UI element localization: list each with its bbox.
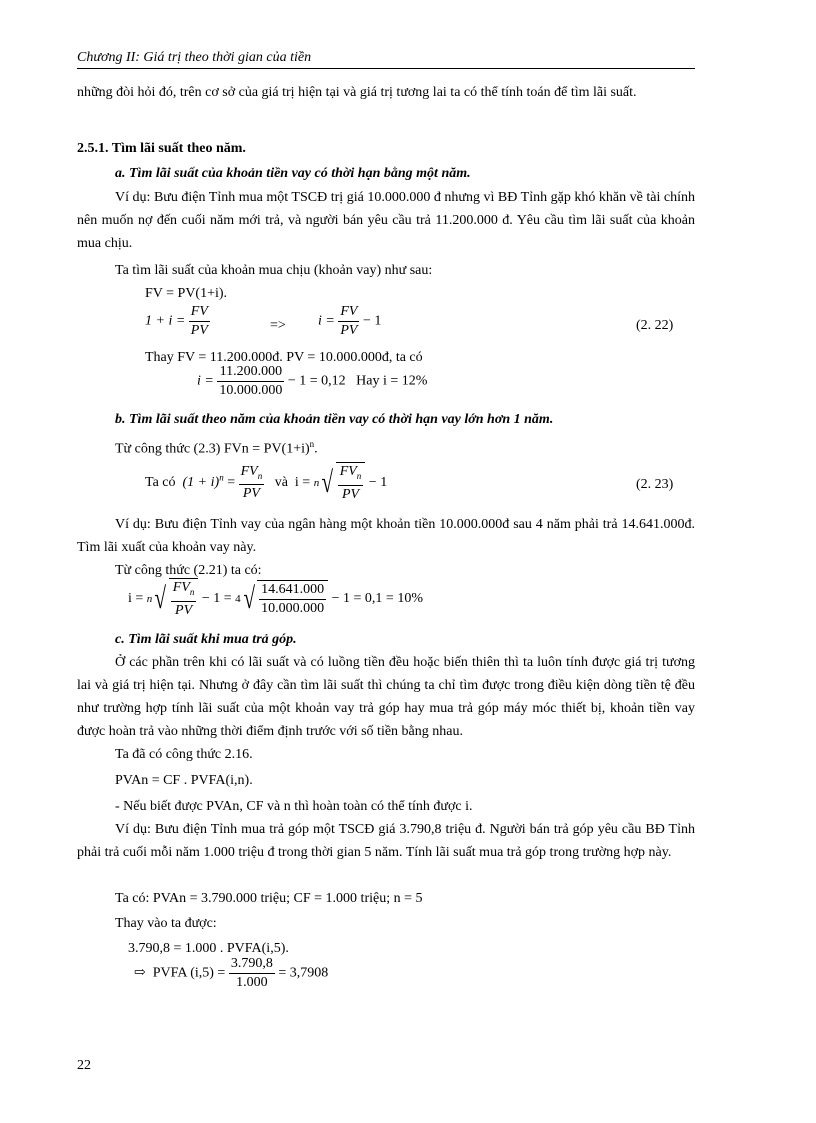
pvan-formula: PVAn = CF . PVFA(i,n). [115,773,253,788]
example-a-paragraph: Ví dụ: Bưu điện Tỉnh mua một TSCĐ trị giá 10.000.000 đ nhưng vì BĐ Tỉnh gặp khó khăn về tài chính nên muốn nợ đến cuối năm mới trả, và người bán yêu cầu trả 11.200.000 đ. Yêu cầu tìm lãi suất của khoản mua chịu. [77,190,695,251]
fraction-fv-pv: $\frac{FV}{PV}$ [190,304,208,338]
equation-2-22 [145,303,210,340]
fv-equation: FV = PV(1+i). [145,286,228,301]
eq222-arrow: => [270,318,286,333]
formula-2-3: Từ công thức (2.3) FVn = $PV(1+i)^n$. [115,439,318,457]
page-number: 22 [77,1058,91,1073]
calculation-a: i = $\frac{11.200.000}{10.000.000}$ − 1 = 0,12 Hay i = 12% [197,364,428,398]
subsection-a-title: a. Tìm lãi suất của khoản tiền vay có thời hạn bằng một năm. [115,166,471,181]
calculation-b: i = n√ $\frac{FV_n}{PV}$ − 1 = 4√ $\frac{14.641.000}{10.000.000}$ − 1 = 0,1 = 10% [128,580,423,618]
eq222-left: 1 + i = [145,313,186,329]
method-text: Ta tìm lãi suất của khoản mua chịu (khoản vay) như sau: [115,263,433,278]
intro-paragraph: những đòi hỏi đó, trên cơ sở của giá trị hiện tại và giá trị tương lai ta có thể tính toán để tìm lãi suất. [77,85,637,100]
substitute-text: Thay vào ta được: [115,916,217,931]
pvfa-equation: 3.790,8 = 1.000 . PVFA(i,5). [128,941,289,956]
subsection-b-title: b. Tìm lãi suất theo năm của khoản tiền vay có thời hạn vay lớn hơn 1 năm. [115,412,554,427]
given-values: Ta có: PVAn = 3.790.000 triệu; CF = 1.000 triệu; n = 5 [115,891,423,906]
from-formula-text: Từ công thức (2.21) ta có: [115,563,262,578]
example-c-paragraph: Ví dụ: Bưu điện Tỉnh mua trả góp một TSCĐ giá 3.790,8 triệu đ. Người bán trả góp yêu cầu BĐ Tỉnh phải trả cuối mỗi năm 1.000 triệu đ trong thời gian 5 năm. Tính lãi suất mua trả góp trong trường hợp này. [77,822,695,860]
eq223-number: (2. 23) [636,477,674,492]
note-text: - Nếu biết được PVAn, CF và n thì hoàn toàn có thể tính được i. [115,799,473,814]
pvfa-calculation: ⇨ PVFA (i,5) = $\frac{3.790,8}{1.000}$ = 3,7908 [134,956,329,990]
section-c-paragraph: Ở các phần trên khi có lãi suất và có luồng tiền đều hoặc biến thiên thì ta luôn tính được giá trị tương lai và giá trị hiện tại. Nhưng ở đây cần tìm lãi suất thì chúng ta chỉ tìm được trong điều kiện dòng tiền tệ đều như trường hợp tính lãi suất của một khoản vay trả góp hay mua trả góp máy móc thiết bị, khoản tiền vay được hoàn trả vào những thời điểm định trước với số tiền bằng nhau. [77,655,695,739]
chapter-header: Chương II: Giá trị theo thời gian của tiền [77,50,695,69]
eq222-number: (2. 22) [636,318,674,333]
equation-2-23: Ta có $(1 + i)^n$ = $\frac{FV_n}{PV}$ và i = n√ $\frac{FV_n}{PV}$ − 1 [145,463,388,502]
have-formula-text: Ta đã có công thức 2.16. [115,747,253,762]
subsection-c-title: c. Tìm lãi suất khi mua trả góp. [115,632,297,647]
arrow-icon: ⇨ [134,965,146,981]
equation-2-22-right: i = $\frac{FV}{PV}$ − 1 [318,304,382,338]
section-heading: 2.5.1. Tìm lãi suất theo năm. [77,141,246,156]
substitution-text: Thay FV = 11.200.000đ. PV = 10.000.000đ, ta có [145,350,423,365]
example-b-paragraph: Ví dụ: Bưu điện Tỉnh vay của ngân hàng một khoản tiền 10.000.000đ sau 4 năm phải trả 14.641.000đ. Tìm lãi xuất của khoản vay này. [77,517,695,555]
